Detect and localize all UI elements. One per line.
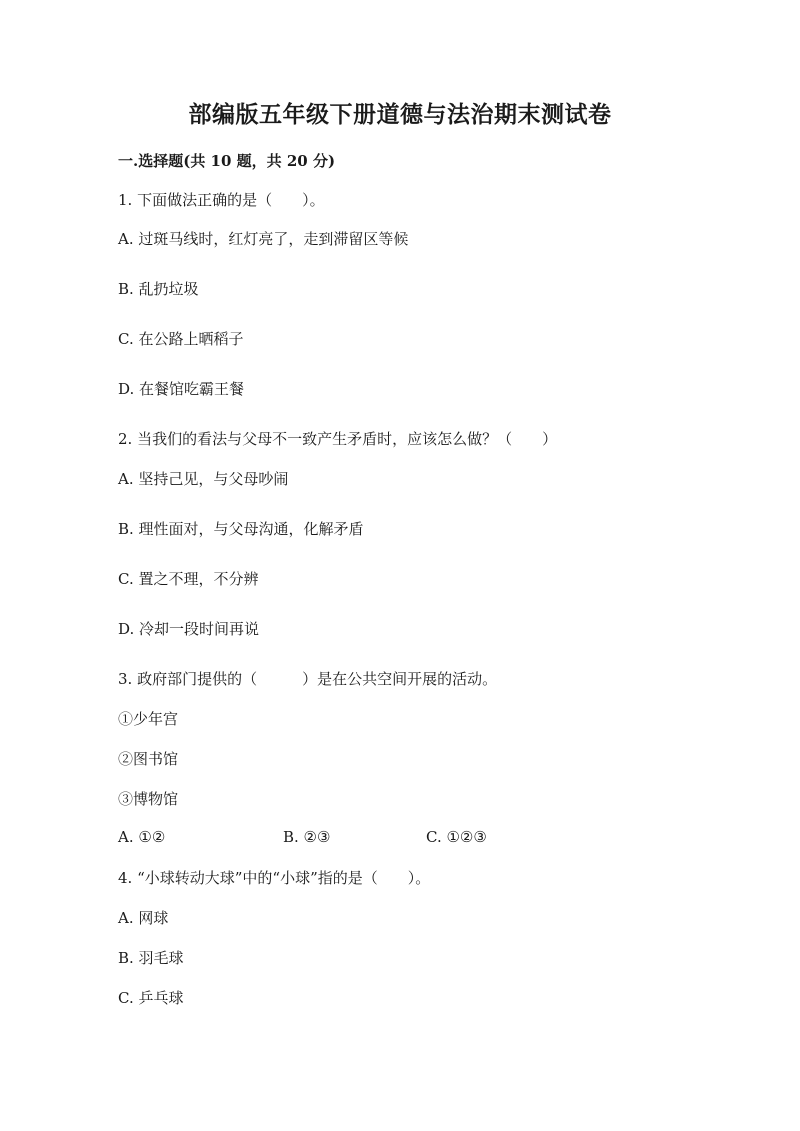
question-1-option-b: B. 乱扔垃圾 <box>118 280 199 298</box>
question-2-option-b: B. 理性面对，与父母沟通，化解矛盾 <box>118 520 364 538</box>
section-heading: 一.选择题(共 10 题，共 20 分) <box>118 152 336 170</box>
question-2-option-a: A. 坚持己见，与父母吵闹 <box>118 470 289 488</box>
question-3-item-3: ③博物馆 <box>118 790 179 808</box>
question-4-option-b: B. 羽毛球 <box>118 949 184 967</box>
question-1-option-d: D. 在餐馆吃霸王餐 <box>118 380 245 398</box>
question-2-stem: 2. 当我们的看法与父母不一致产生矛盾时，应该怎么做？（ ） <box>118 430 558 448</box>
question-4-option-c: C. 乒乓球 <box>118 989 184 1007</box>
question-1-stem: 1. 下面做法正确的是（ ）。 <box>118 191 325 209</box>
question-3-item-1: ①少年宫 <box>118 710 179 728</box>
question-2-option-c: C. 置之不理，不分辨 <box>118 570 259 588</box>
question-3-option-a: A. ①② <box>118 828 166 846</box>
question-1-option-c: C. 在公路上晒稻子 <box>118 330 244 348</box>
question-3-option-b: B. ②③ <box>283 828 331 846</box>
question-2-option-d: D. 冷却一段时间再说 <box>118 620 260 638</box>
question-3-option-c: C. ①②③ <box>426 828 487 846</box>
question-1-option-a: A. 过斑马线时，红灯亮了，走到滞留区等候 <box>118 230 409 248</box>
page-title: 部编版五年级下册道德与法治期末测试卷 <box>188 101 612 128</box>
question-3-item-2: ②图书馆 <box>118 750 179 768</box>
question-4-option-a: A. 网球 <box>118 909 169 927</box>
question-4-stem: 4. “小球转动大球”中的“小球”指的是（ ）。 <box>118 869 431 887</box>
question-3-stem: 3. 政府部门提供的（ ）是在公共空间开展的活动。 <box>118 670 498 688</box>
